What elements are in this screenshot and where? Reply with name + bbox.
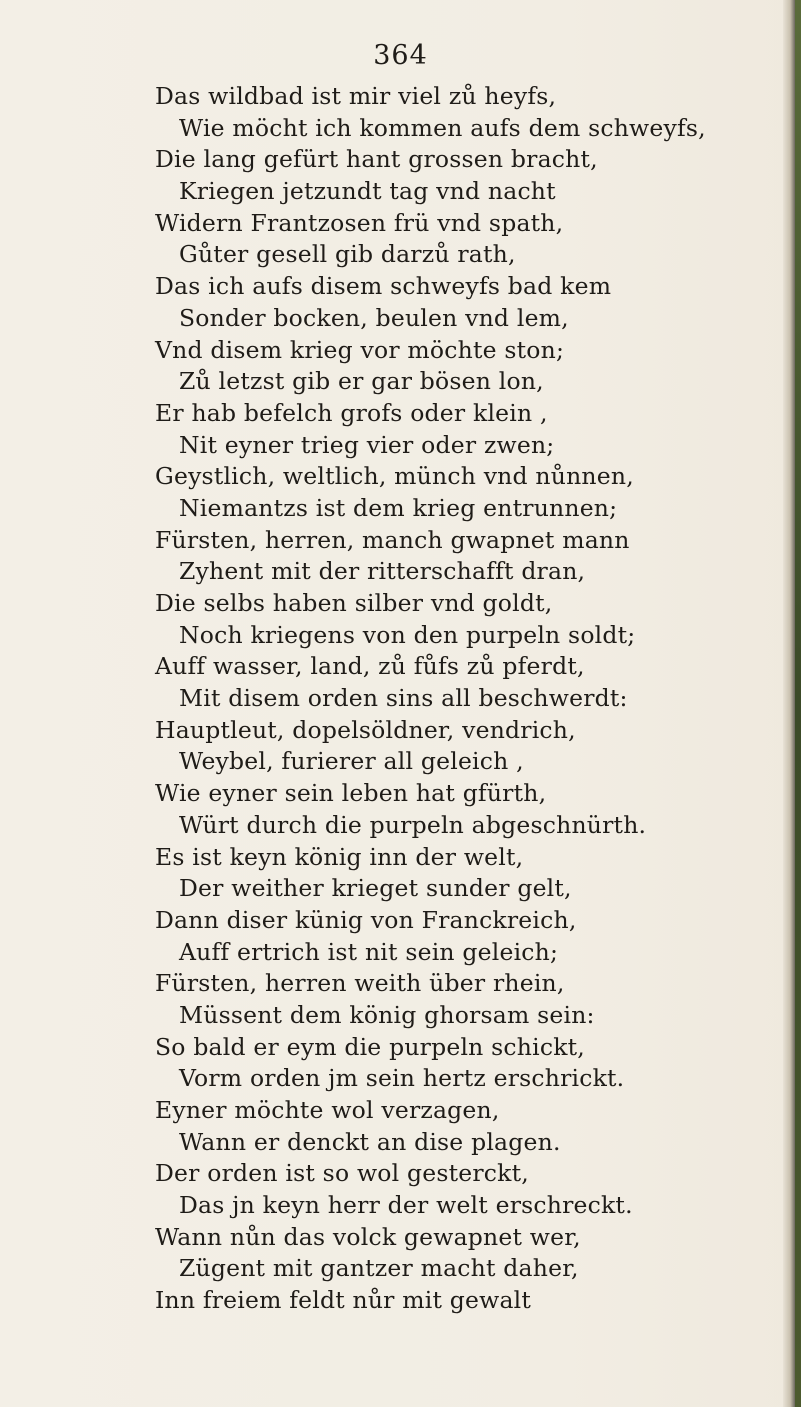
poem-line: Das jn keyn herr der welt erschreckt. — [179, 1191, 633, 1220]
poem-line: Fürsten, herren weith über rhein, — [155, 969, 565, 998]
poem-line: Dann diser künig von Franckreich, — [155, 905, 577, 934]
poem-line: Das ich aufs disem schweyfs bad kem — [155, 272, 612, 301]
poem-line: Nit eyner trieg vier oder zwen; — [179, 430, 555, 459]
poem-line: Mit disem orden sins all beschwerdt: — [179, 684, 628, 713]
poem-line: Eyner möchte wol verzagen, — [155, 1096, 500, 1124]
poem-line: Zů letzst gib er gar bösen lon, — [179, 367, 544, 396]
poem-line: So bald er eym die purpeln schickt, — [155, 1032, 585, 1061]
poem-line: Die lang gefürt hant grossen bracht, — [155, 145, 598, 174]
poem-line: Würt durch die purpeln abgeschnürth. — [179, 810, 647, 839]
poem-line: Das wildbad ist mir viel zů heyfs, — [155, 82, 557, 110]
poem-line: Es ist keyn könig inn der welt, — [155, 842, 524, 871]
poem-line: Widern Frantzosen frü vnd spath, — [155, 208, 564, 237]
poem-line: Wie eyner sein leben hat gfürth, — [155, 779, 547, 808]
poem-line: Weybel, furierer all geleich , — [179, 747, 524, 776]
poem-line: Noch kriegens von den purpeln soldt; — [179, 620, 636, 649]
poem-line: Fürsten, herren, manch gwapnet mann — [155, 525, 630, 554]
poem-line: Die selbs haben silber vnd goldt, — [155, 589, 553, 617]
poem-line: Wann nůn das volck gewapnet wer, — [155, 1222, 581, 1251]
poem-line: Sonder bocken, beulen vnd lem, — [179, 303, 569, 332]
poem-line: Der weither krieget sunder gelt, — [179, 874, 572, 903]
page-number: 364 — [373, 40, 428, 71]
poem-line: Zyhent mit der ritterschafft dran, — [179, 557, 586, 586]
poem-line: Inn freiem feldt nůr mit gewalt — [155, 1286, 532, 1315]
book-cover-edge — [795, 0, 801, 1407]
poem-line: Wie möcht ich kommen aufs dem schweyfs, — [179, 113, 706, 142]
poem-line: Müssent dem könig ghorsam sein: — [179, 1000, 595, 1029]
poem-line: Auff wasser, land, zů fůfs zů pferdt, — [155, 652, 585, 681]
poem-line: Der orden ist so wol gesterckt, — [155, 1159, 529, 1188]
poem-line: Niemantzs ist dem krieg entrunnen; — [179, 493, 618, 522]
poem-line: Vorm orden jm sein hertz erschrickt. — [179, 1064, 625, 1093]
poem-line: Wann er denckt an dise plagen. — [179, 1127, 561, 1156]
poem-line: Er hab befelch grofs oder klein , — [155, 398, 548, 427]
poem-line: Geystlich, weltlich, münch vnd nůnnen, — [155, 462, 634, 491]
poem-line: Auff ertrich ist nit sein geleich; — [179, 937, 559, 966]
poem-line: Hauptleut, dopelsöldner, vendrich, — [155, 715, 576, 744]
poem-line: Zügent mit gantzer macht daher, — [179, 1254, 579, 1283]
poem-line: Vnd disem krieg vor möchte ston; — [155, 335, 565, 364]
poem-text — [155, 81, 775, 1317]
poem-line: Gůter gesell gib darzů rath, — [179, 240, 516, 269]
poem-line: Kriegen jetzundt tag vnd nacht — [179, 177, 556, 206]
